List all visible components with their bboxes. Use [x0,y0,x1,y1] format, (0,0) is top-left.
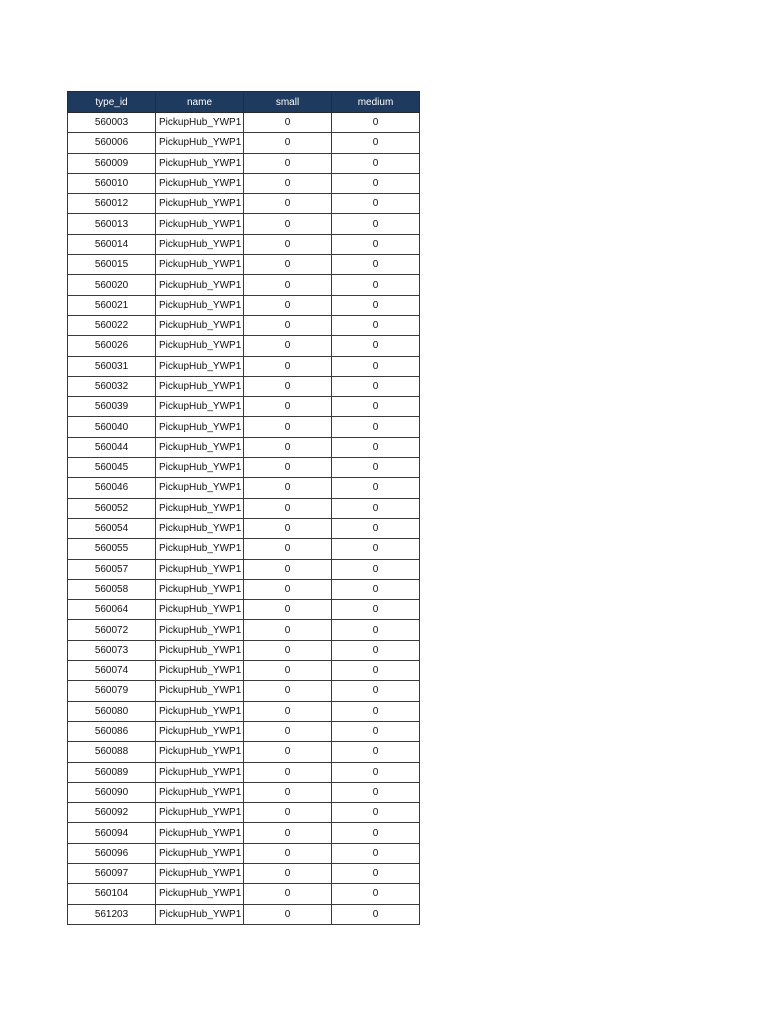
type-id-cell: 560074 [68,661,156,681]
table-row [68,295,420,315]
table-row [68,823,420,843]
medium-cell: 0 [332,579,420,599]
type-id-cell: 560090 [68,782,156,802]
type-id-cell: 560045 [68,458,156,478]
small-cell: 0 [244,721,332,741]
medium-cell: 0 [332,234,420,254]
column-header-medium: medium [332,92,420,113]
small-cell: 0 [244,782,332,802]
table-row [68,843,420,863]
table-row [68,153,420,173]
table-row [68,214,420,234]
small-cell: 0 [244,742,332,762]
name-cell: PickupHub_YWP1 [156,721,244,741]
type-id-cell: 560058 [68,579,156,599]
name-cell: PickupHub_YWP1 [156,803,244,823]
name-cell: PickupHub_YWP1 [156,315,244,335]
medium-cell: 0 [332,173,420,193]
small-cell: 0 [244,640,332,660]
name-cell: PickupHub_YWP1 [156,397,244,417]
small-cell: 0 [244,579,332,599]
name-cell: PickupHub_YWP1 [156,417,244,437]
small-cell: 0 [244,458,332,478]
small-cell: 0 [244,417,332,437]
medium-cell: 0 [332,823,420,843]
medium-cell: 0 [332,518,420,538]
small-cell: 0 [244,539,332,559]
small-cell: 0 [244,153,332,173]
small-cell: 0 [244,823,332,843]
type-id-cell: 560086 [68,721,156,741]
name-cell: PickupHub_YWP1 [156,518,244,538]
name-cell: PickupHub_YWP1 [156,113,244,133]
small-cell: 0 [244,214,332,234]
medium-cell: 0 [332,904,420,924]
table-row [68,539,420,559]
small-cell: 0 [244,518,332,538]
medium-cell: 0 [332,478,420,498]
type-id-cell: 560026 [68,336,156,356]
name-cell: PickupHub_YWP1 [156,376,244,396]
table-row [68,397,420,417]
medium-cell: 0 [332,782,420,802]
type-id-cell: 560003 [68,113,156,133]
name-cell: PickupHub_YWP1 [156,194,244,214]
name-cell: PickupHub_YWP1 [156,579,244,599]
name-cell: PickupHub_YWP1 [156,843,244,863]
type-id-cell: 560057 [68,559,156,579]
table-row [68,721,420,741]
name-cell: PickupHub_YWP1 [156,661,244,681]
medium-cell: 0 [332,417,420,437]
table-row [68,133,420,153]
table-row [68,620,420,640]
type-id-cell: 561203 [68,904,156,924]
small-cell: 0 [244,904,332,924]
small-cell: 0 [244,315,332,335]
table-row [68,518,420,538]
medium-cell: 0 [332,843,420,863]
table-row [68,498,420,518]
name-cell: PickupHub_YWP1 [156,356,244,376]
name-cell: PickupHub_YWP1 [156,620,244,640]
small-cell: 0 [244,762,332,782]
table-row [68,640,420,660]
medium-cell: 0 [332,153,420,173]
medium-cell: 0 [332,600,420,620]
small-cell: 0 [244,397,332,417]
table-row [68,478,420,498]
table-row [68,559,420,579]
small-cell: 0 [244,803,332,823]
name-cell: PickupHub_YWP1 [156,173,244,193]
table-row [68,762,420,782]
medium-cell: 0 [332,661,420,681]
name-cell: PickupHub_YWP1 [156,742,244,762]
type-id-cell: 560013 [68,214,156,234]
name-cell: PickupHub_YWP1 [156,559,244,579]
name-cell: PickupHub_YWP1 [156,701,244,721]
small-cell: 0 [244,133,332,153]
medium-cell: 0 [332,742,420,762]
type-id-cell: 560072 [68,620,156,640]
small-cell: 0 [244,620,332,640]
small-cell: 0 [244,437,332,457]
small-cell: 0 [244,255,332,275]
table-row [68,600,420,620]
type-id-cell: 560044 [68,437,156,457]
name-cell: PickupHub_YWP1 [156,275,244,295]
table-body [68,113,420,925]
table-row [68,437,420,457]
table-row [68,863,420,883]
type-id-cell: 560006 [68,133,156,153]
medium-cell: 0 [332,113,420,133]
table-row [68,173,420,193]
type-id-cell: 560088 [68,742,156,762]
column-header-type-id: type_id [68,92,156,113]
type-id-cell: 560009 [68,153,156,173]
name-cell: PickupHub_YWP1 [156,863,244,883]
medium-cell: 0 [332,884,420,904]
name-cell: PickupHub_YWP1 [156,904,244,924]
type-id-cell: 560020 [68,275,156,295]
small-cell: 0 [244,376,332,396]
type-id-cell: 560046 [68,478,156,498]
medium-cell: 0 [332,559,420,579]
small-cell: 0 [244,194,332,214]
name-cell: PickupHub_YWP1 [156,234,244,254]
type-id-cell: 560010 [68,173,156,193]
medium-cell: 0 [332,336,420,356]
table-row [68,884,420,904]
table-row [68,234,420,254]
medium-cell: 0 [332,437,420,457]
table-row [68,417,420,437]
type-id-cell: 560039 [68,397,156,417]
small-cell: 0 [244,681,332,701]
name-cell: PickupHub_YWP1 [156,539,244,559]
name-cell: PickupHub_YWP1 [156,640,244,660]
medium-cell: 0 [332,255,420,275]
name-cell: PickupHub_YWP1 [156,437,244,457]
type-id-cell: 560080 [68,701,156,721]
table-row [68,356,420,376]
type-id-cell: 560052 [68,498,156,518]
table-row [68,681,420,701]
name-cell: PickupHub_YWP1 [156,762,244,782]
small-cell: 0 [244,843,332,863]
medium-cell: 0 [332,295,420,315]
name-cell: PickupHub_YWP1 [156,458,244,478]
type-id-cell: 560089 [68,762,156,782]
name-cell: PickupHub_YWP1 [156,884,244,904]
small-cell: 0 [244,884,332,904]
small-cell: 0 [244,701,332,721]
medium-cell: 0 [332,620,420,640]
name-cell: PickupHub_YWP1 [156,823,244,843]
name-cell: PickupHub_YWP1 [156,681,244,701]
name-cell: PickupHub_YWP1 [156,153,244,173]
name-cell: PickupHub_YWP1 [156,600,244,620]
type-id-cell: 560097 [68,863,156,883]
medium-cell: 0 [332,397,420,417]
table-header [68,92,420,113]
table-row [68,113,420,133]
name-cell: PickupHub_YWP1 [156,295,244,315]
medium-cell: 0 [332,275,420,295]
small-cell: 0 [244,478,332,498]
type-id-cell: 560031 [68,356,156,376]
table-row [68,255,420,275]
medium-cell: 0 [332,762,420,782]
table-row [68,904,420,924]
medium-cell: 0 [332,214,420,234]
small-cell: 0 [244,600,332,620]
type-id-cell: 560015 [68,255,156,275]
medium-cell: 0 [332,498,420,518]
type-id-cell: 560079 [68,681,156,701]
small-cell: 0 [244,113,332,133]
name-cell: PickupHub_YWP1 [156,782,244,802]
table-row [68,275,420,295]
table-row [68,194,420,214]
small-cell: 0 [244,295,332,315]
type-id-cell: 560040 [68,417,156,437]
table-row [68,701,420,721]
medium-cell: 0 [332,539,420,559]
medium-cell: 0 [332,863,420,883]
medium-cell: 0 [332,701,420,721]
type-id-cell: 560022 [68,315,156,335]
small-cell: 0 [244,336,332,356]
type-id-cell: 560055 [68,539,156,559]
type-id-cell: 560021 [68,295,156,315]
table-row [68,458,420,478]
medium-cell: 0 [332,133,420,153]
header-row [68,92,420,113]
name-cell: PickupHub_YWP1 [156,498,244,518]
table-row [68,579,420,599]
table-row [68,661,420,681]
name-cell: PickupHub_YWP1 [156,214,244,234]
name-cell: PickupHub_YWP1 [156,255,244,275]
name-cell: PickupHub_YWP1 [156,336,244,356]
type-id-cell: 560094 [68,823,156,843]
table-row [68,315,420,335]
medium-cell: 0 [332,458,420,478]
small-cell: 0 [244,234,332,254]
small-cell: 0 [244,661,332,681]
type-id-cell: 560012 [68,194,156,214]
type-id-cell: 560104 [68,884,156,904]
medium-cell: 0 [332,194,420,214]
small-cell: 0 [244,559,332,579]
name-cell: PickupHub_YWP1 [156,478,244,498]
table-row [68,803,420,823]
medium-cell: 0 [332,721,420,741]
type-id-cell: 560092 [68,803,156,823]
name-cell: PickupHub_YWP1 [156,133,244,153]
medium-cell: 0 [332,803,420,823]
type-id-cell: 560054 [68,518,156,538]
small-cell: 0 [244,173,332,193]
column-header-name: name [156,92,244,113]
type-id-cell: 560096 [68,843,156,863]
medium-cell: 0 [332,681,420,701]
small-cell: 0 [244,863,332,883]
type-id-cell: 560073 [68,640,156,660]
small-cell: 0 [244,275,332,295]
table-row [68,782,420,802]
medium-cell: 0 [332,315,420,335]
type-id-cell: 560014 [68,234,156,254]
type-id-cell: 560064 [68,600,156,620]
medium-cell: 0 [332,640,420,660]
table-row [68,742,420,762]
data-table [67,91,420,925]
table-row [68,336,420,356]
medium-cell: 0 [332,376,420,396]
small-cell: 0 [244,498,332,518]
type-id-cell: 560032 [68,376,156,396]
small-cell: 0 [244,356,332,376]
table-row [68,376,420,396]
medium-cell: 0 [332,356,420,376]
column-header-small: small [244,92,332,113]
